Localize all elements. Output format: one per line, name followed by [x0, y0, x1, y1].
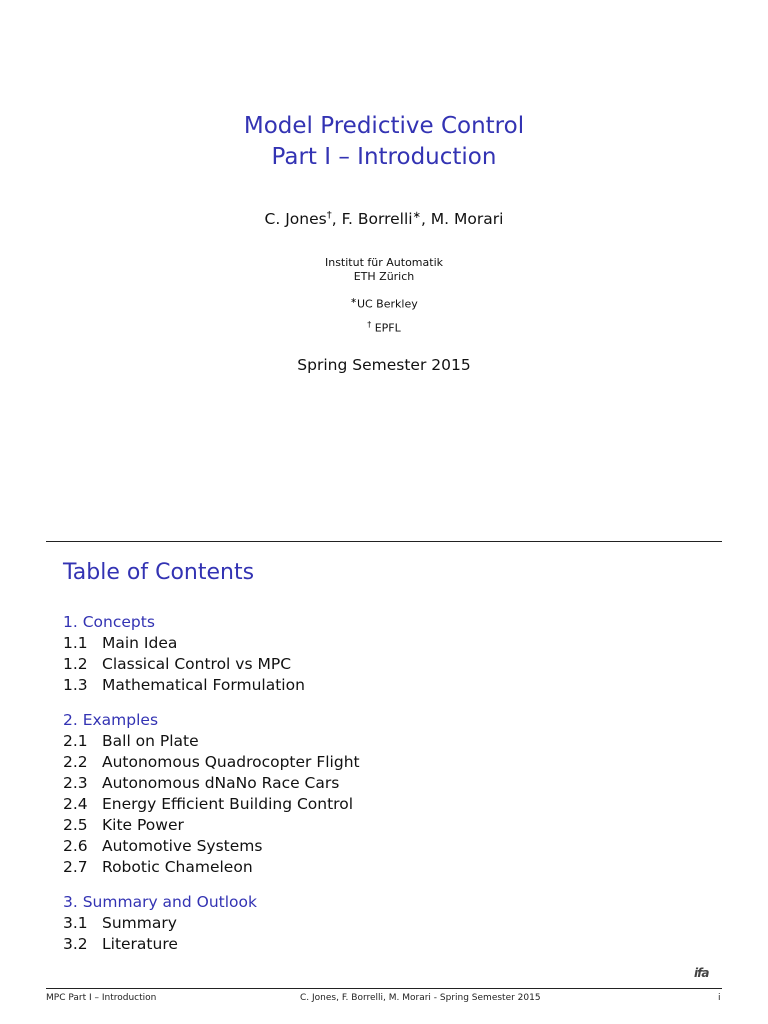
toc-item-label: Energy Efficient Building Control — [102, 795, 353, 813]
toc-item-label: Literature — [102, 935, 178, 953]
toc-section — [63, 710, 360, 878]
toc-section-title[interactable]: 3. Summary and Outlook — [63, 893, 257, 911]
toc-section — [63, 612, 360, 696]
toc-item-label: Ball on Plate — [102, 732, 199, 750]
toc-item-number: 1.2 — [63, 655, 88, 673]
title-line-2: Part I – Introduction — [271, 144, 497, 170]
toc-item-label: Main Idea — [102, 634, 178, 652]
toc-item[interactable] — [63, 913, 360, 934]
toc-item-label: Robotic Chameleon — [102, 858, 253, 876]
author-morari: , M. Morari — [420, 210, 504, 229]
toc-item[interactable] — [63, 836, 360, 857]
toc-item-number: 2.1 — [63, 732, 88, 750]
institution-epfl: † EPFL — [367, 320, 401, 335]
toc-item[interactable] — [63, 934, 360, 955]
toc-item[interactable] — [63, 752, 360, 773]
toc-item[interactable] — [63, 654, 360, 675]
toc-item-number: 2.4 — [63, 795, 88, 813]
footer-left: MPC Part I – Introduction — [46, 993, 157, 1003]
author-borrelli: , F. Borrelli — [331, 210, 413, 229]
toc-item-label: Autonomous Quadrocopter Flight — [102, 753, 360, 771]
toc-item-number: 2.5 — [63, 816, 88, 834]
toc-item[interactable] — [63, 794, 360, 815]
toc-section-title[interactable]: 1. Concepts — [63, 613, 155, 631]
toc-item-number: 2.2 — [63, 753, 88, 771]
bottom-divider — [46, 988, 722, 989]
institution-berkeley: ∗UC Berkley — [350, 296, 418, 311]
title-line-1: Model Predictive Control — [243, 113, 525, 139]
footer-page-number: i — [718, 993, 721, 1003]
toc-item-number: 1.3 — [63, 676, 88, 694]
institution-epfl-mark: † — [367, 320, 372, 329]
toc-item-number: 2.3 — [63, 774, 88, 792]
toc-item-number: 2.6 — [63, 837, 88, 855]
author-jones: C. Jones — [264, 210, 327, 229]
toc-item-label: Autonomous dNaNo Race Cars — [102, 774, 340, 792]
toc-heading: Table of Contents — [63, 560, 255, 585]
author-borrelli-mark: ∗ — [412, 210, 421, 221]
toc-section — [63, 892, 360, 955]
toc-item[interactable] — [63, 731, 360, 752]
toc-item-label: Classical Control vs MPC — [102, 655, 292, 673]
top-divider — [46, 541, 722, 542]
toc-item-number: 3.2 — [63, 935, 88, 953]
footer-center: C. Jones, F. Borrelli, M. Morari - Spring Semester 2015 — [300, 993, 541, 1003]
toc-item-number: 2.7 — [63, 858, 88, 876]
ifa-logo: ifa — [694, 966, 709, 980]
toc-item-number: 1.1 — [63, 634, 88, 652]
toc-item[interactable] — [63, 633, 360, 654]
toc-item-label: Summary — [102, 914, 177, 932]
toc-item[interactable] — [63, 857, 360, 878]
toc-item-label: Mathematical Formulation — [102, 676, 305, 694]
toc-item[interactable] — [63, 675, 360, 696]
author-jones-mark: † — [326, 210, 332, 221]
toc-item-label: Kite Power — [102, 816, 184, 834]
institution-berkeley-mark: ∗ — [350, 296, 357, 305]
toc-item-label: Automotive Systems — [102, 837, 263, 855]
institution-eth-line-2: ETH Zürich — [353, 270, 415, 283]
toc-item[interactable] — [63, 773, 360, 794]
semester: Spring Semester 2015 — [297, 356, 471, 374]
authors — [0, 210, 768, 228]
institution-eth-line-1: Institut für Automatik — [324, 256, 443, 269]
toc-section-title[interactable]: 2. Examples — [63, 711, 159, 729]
table-of-contents — [63, 612, 360, 955]
toc-item-number: 3.1 — [63, 914, 88, 932]
toc-item[interactable] — [63, 815, 360, 836]
